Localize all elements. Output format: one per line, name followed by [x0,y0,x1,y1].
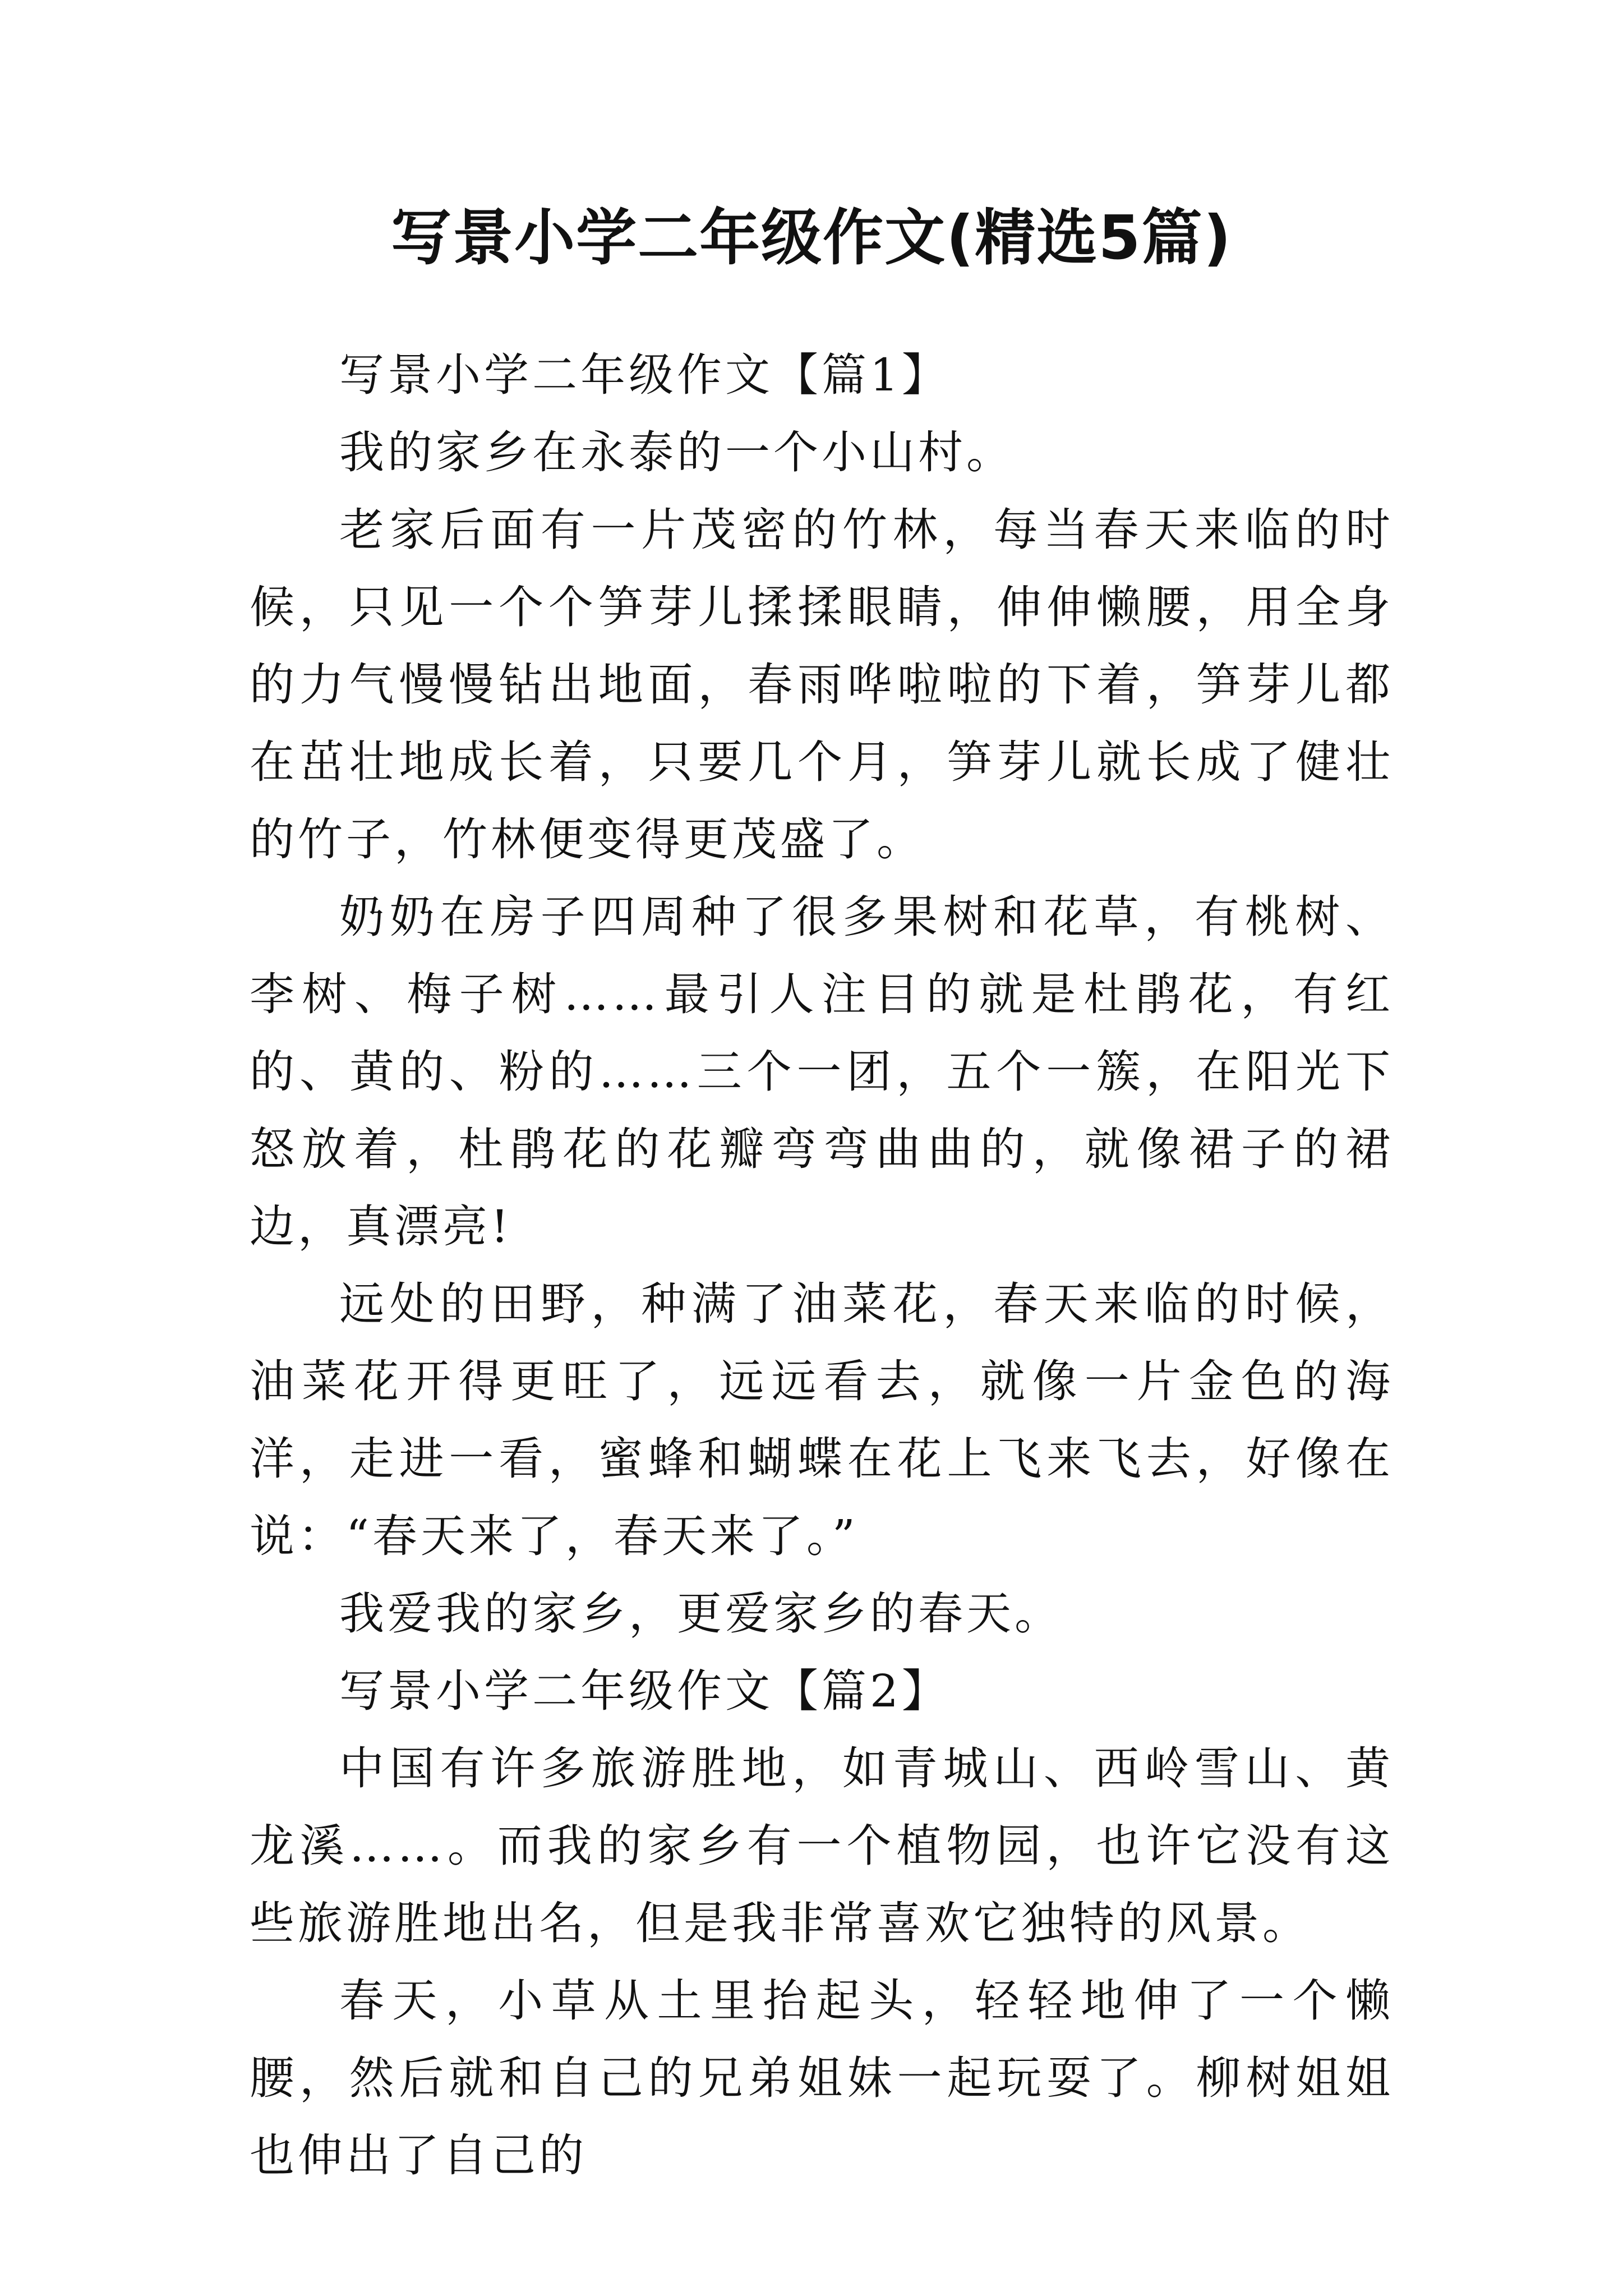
paragraph: 我的家乡在永泰的一个小山村。 [339,426,1015,478]
document-title: 写景小学二年级作文(精选5篇) [391,203,1232,273]
paragraph: 远处的田野，种满了油菜花，春天来临的时候，油菜花开得更旺了，远远看去，就像一片金色的海洋，走进一看，蜜蜂和蝴蝶在花上飞来飞去，好像在说：“春天来了，春天来了。” [250,1278,1394,1562]
section-heading-1: 写景小学二年级作文【篇1】 [339,349,950,401]
paragraph: 奶奶在房子四周种了很多果树和花草，有桃树、李树、梅子树……最引人注目的就是杜鹃花，有红的、黄的、粉的……三个一团，五个一簇，在阳光下怒放着，杜鹃花的花瓣弯弯曲曲的，就像裙子的裙边，真漂亮! [250,891,1394,1253]
paragraph: 中国有许多旅游胜地，如青城山、西岭雪山、黄龙溪……。而我的家乡有一个植物园，也许它没有这些旅游胜地出名，但是我非常喜欢它独特的风景。 [250,1742,1394,1949]
paragraph: 老家后面有一片茂密的竹林，每当春天来临的时候，只见一个个笋芽儿揉揉眼睛，伸伸懒腰，用全身的力气慢慢钻出地面，春雨哗啦啦的下着，笋芽儿都在茁壮地成长着，只要几个月，笋芽儿就长成了健壮的竹子，竹林便变得更茂盛了。 [250,504,1394,866]
paragraph: 我爱我的家乡，更爱家乡的春天。 [339,1588,1063,1640]
document-body [250,337,1394,2194]
section-heading-2: 写景小学二年级作文【篇2】 [339,1665,950,1717]
paragraph: 春天，小草从土里抬起头，轻轻地伸了一个懒腰，然后就和自己的兄弟姐妹一起玩耍了。柳树姐姐也伸出了自己的 [250,1975,1394,2182]
